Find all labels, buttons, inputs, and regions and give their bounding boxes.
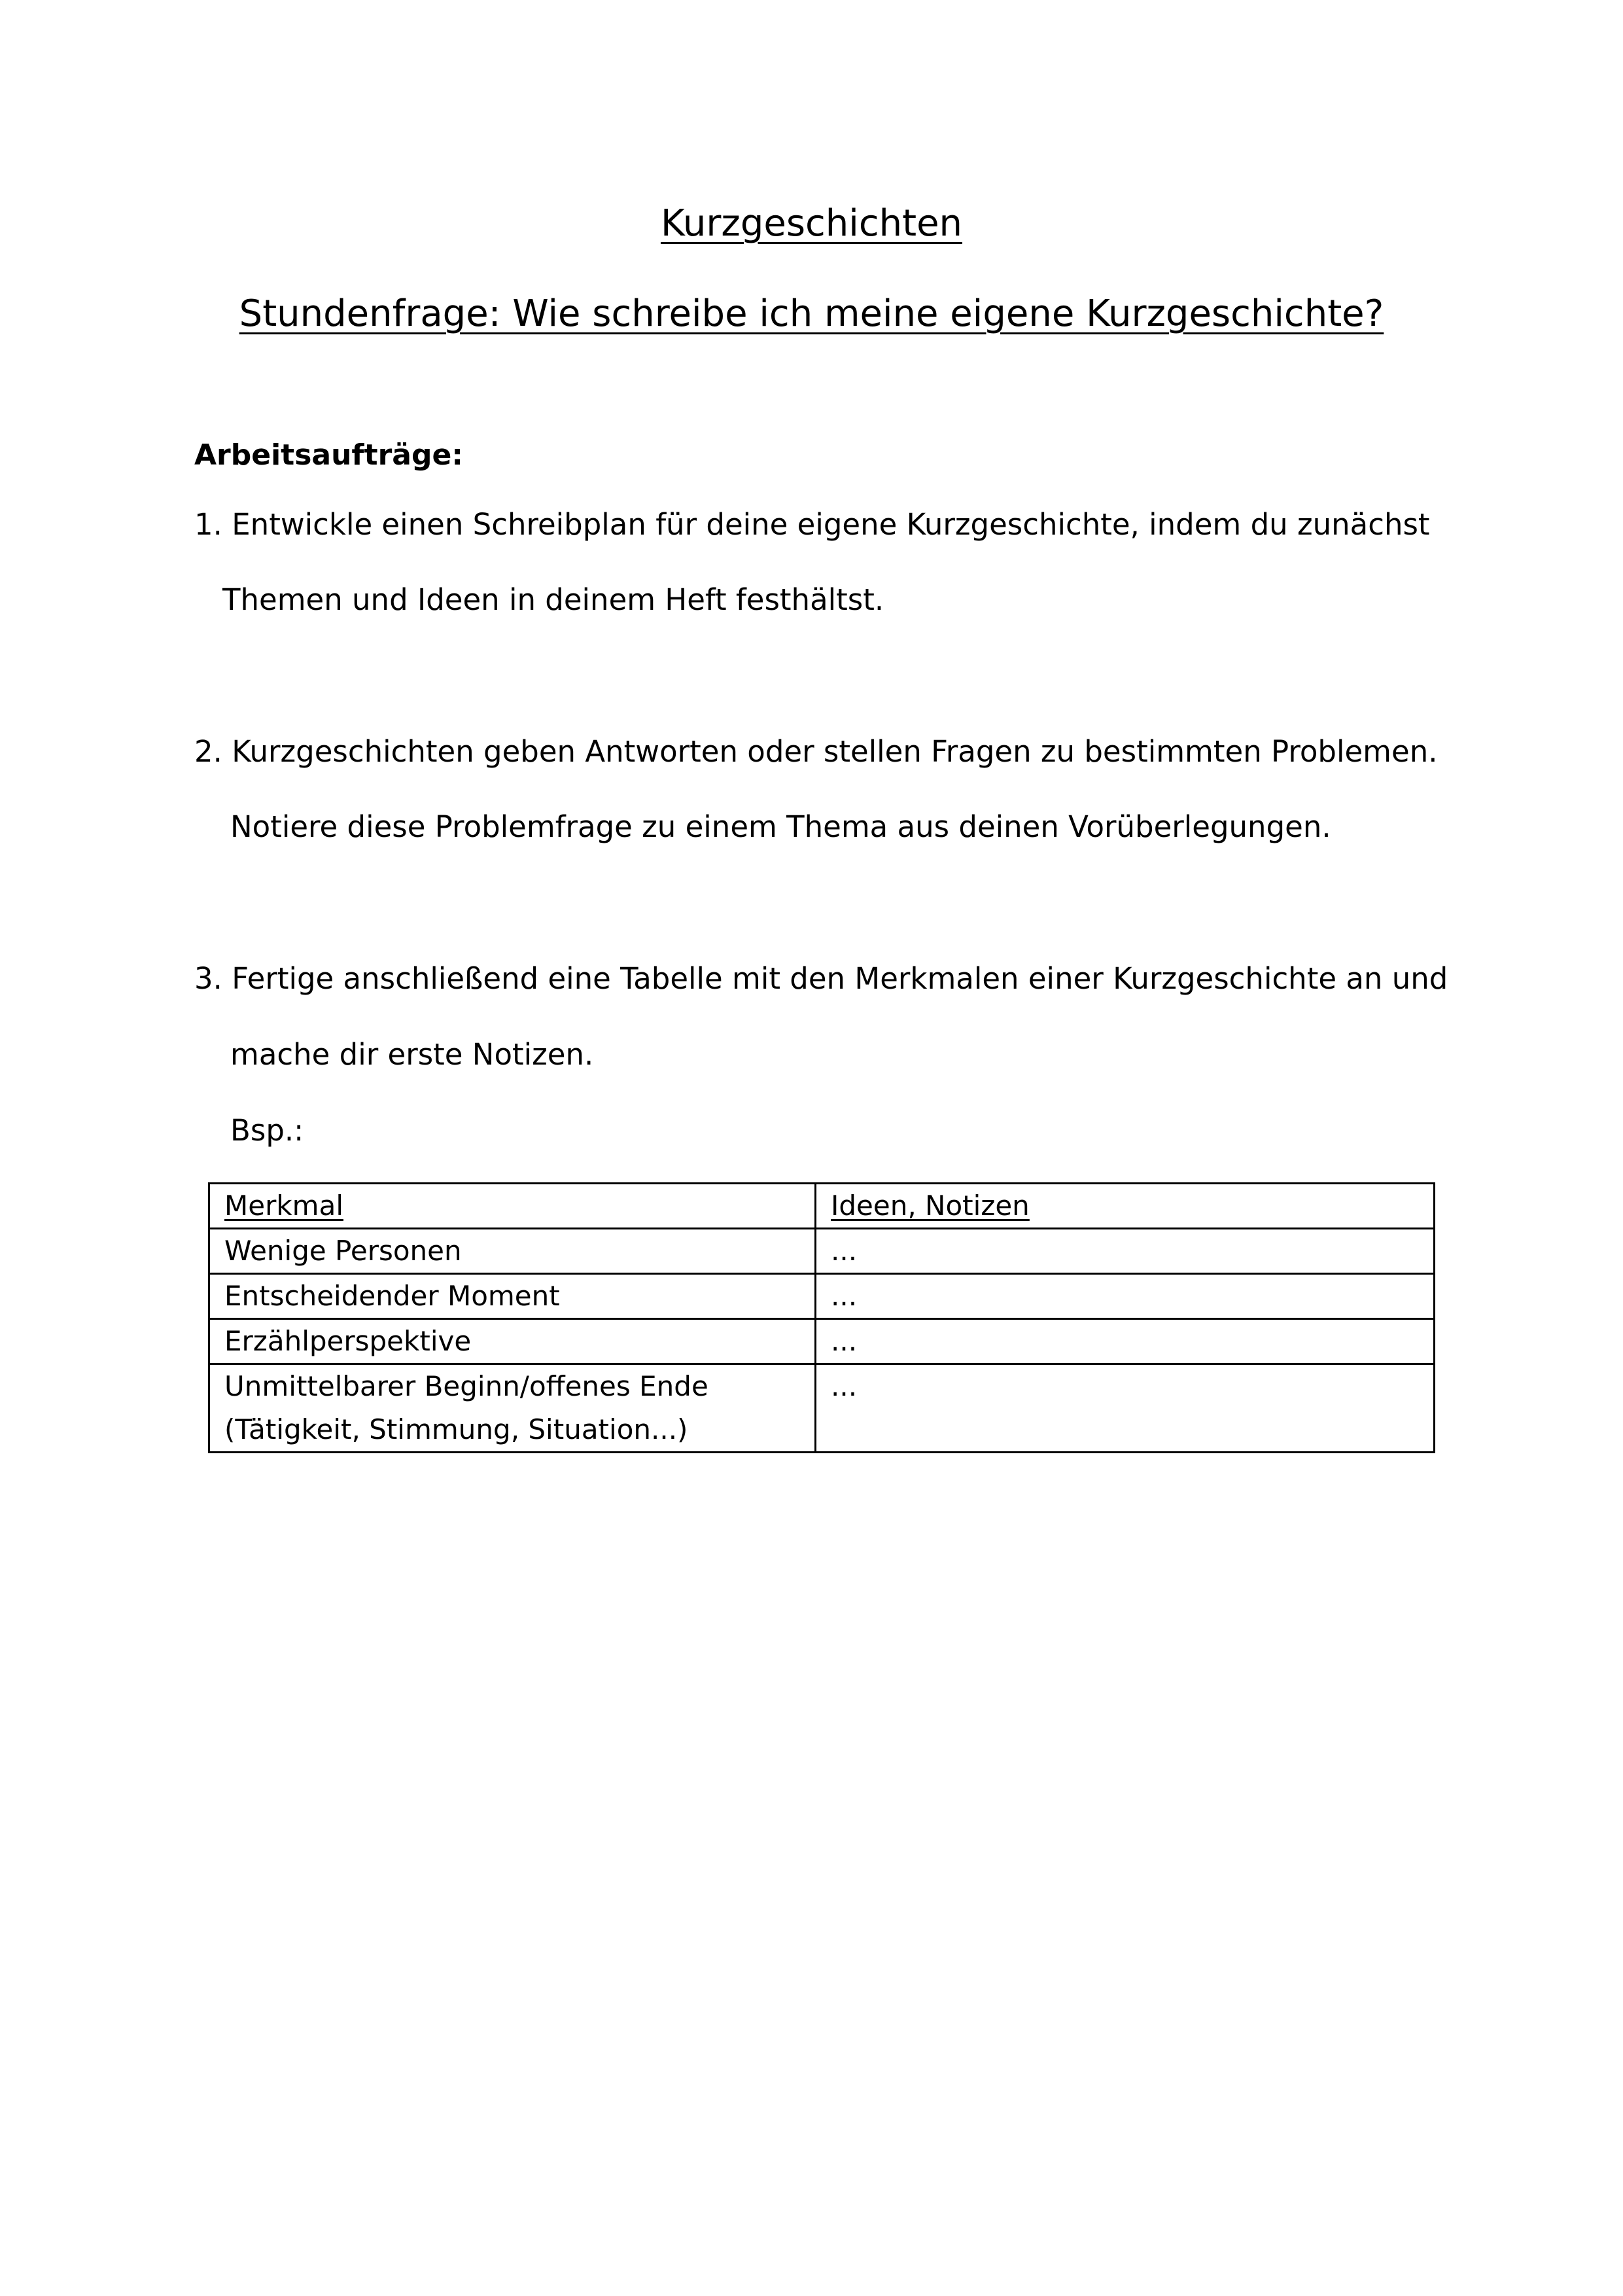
lesson-question: Stundenfrage: Wie schreibe ich meine eigene Kurzgeschichte? xyxy=(239,292,1384,335)
notes-cell: ... xyxy=(816,1229,1435,1274)
table-row xyxy=(209,1274,1435,1319)
features-table xyxy=(208,1182,1435,1453)
feature-cell: Wenige Personen xyxy=(209,1229,816,1274)
header-feature-label: Merkmal xyxy=(224,1190,343,1222)
task-1-line-2: Themen und Ideen in deinem Heft festhältst. xyxy=(222,582,884,617)
task-3-line-1: 3. Fertige anschließend eine Tabelle mit den Merkmalen einer Kurzgeschichte an und xyxy=(194,961,1448,996)
example-label: Bsp.: xyxy=(230,1113,304,1148)
feature-cell: Erzählperspektive xyxy=(209,1319,816,1364)
header-cell-feature xyxy=(209,1184,816,1229)
feature-line-1: Unmittelbarer Beginn/offenes Ende xyxy=(224,1370,708,1402)
table-row xyxy=(209,1319,1435,1364)
notes-cell: ... xyxy=(816,1364,1435,1453)
task-1-line-1: 1. Entwickle einen Schreibplan für deine eigene Kurzgeschichte, indem du zunächst xyxy=(194,507,1430,542)
table-row xyxy=(209,1364,1435,1453)
header-cell-notes xyxy=(816,1184,1435,1229)
feature-cell xyxy=(209,1364,816,1453)
feature-line-2: (Tätigkeit, Stimmung, Situation...) xyxy=(224,1413,688,1445)
task-3-line-2: mache dir erste Notizen. xyxy=(230,1037,594,1072)
task-2-line-2: Notiere diese Problemfrage zu einem Thema aus deinen Vorüberlegungen. xyxy=(230,809,1331,844)
task-2-line-1: 2. Kurzgeschichten geben Antworten oder stellen Fragen zu bestimmten Problemen. xyxy=(194,734,1438,769)
notes-cell: ... xyxy=(816,1274,1435,1319)
table-row xyxy=(209,1229,1435,1274)
notes-cell: ... xyxy=(816,1319,1435,1364)
header-notes-label: Ideen, Notizen xyxy=(831,1190,1030,1222)
feature-cell: Entscheidender Moment xyxy=(209,1274,816,1319)
table-header-row xyxy=(209,1184,1435,1229)
document-title: Kurzgeschichten xyxy=(660,202,963,245)
tasks-heading: Arbeitsaufträge: xyxy=(194,438,463,472)
